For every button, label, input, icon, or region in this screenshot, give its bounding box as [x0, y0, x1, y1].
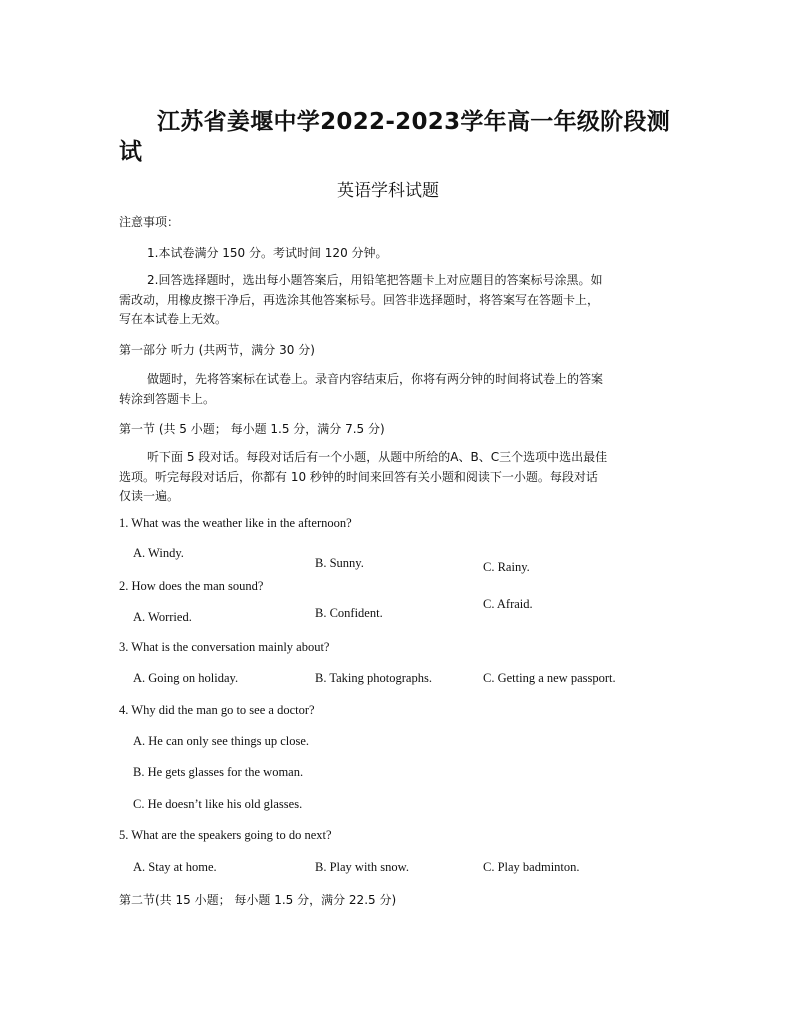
- question-4-option-a: A. He can only see things up close.: [133, 734, 310, 748]
- question-5-option-b: B. Play with snow.: [315, 860, 409, 874]
- section1-instructions: [119, 448, 679, 507]
- question-1-option-b: B. Sunny.: [315, 556, 364, 570]
- section1-instr-line1: 听下面 5 段对话。每段对话后有一个小题，从题中所给的A、B、C三个选项中选出最佳: [147, 450, 608, 464]
- question-2-option-a: A. Worried.: [133, 610, 192, 624]
- notes-item-2-line3: 写在本试卷上无效。: [119, 312, 228, 326]
- question-2-option-b: B. Confident.: [315, 606, 383, 620]
- notes-heading: 注意事项：: [119, 215, 180, 229]
- question-4-option-c: C. He doesn’t like his old glasses.: [133, 797, 303, 811]
- exam-title-line1: 江苏省姜堰中学2022-2023学年高一年级阶段测: [157, 109, 671, 135]
- part1-instr-line2: 转涂到答题卡上。: [119, 391, 216, 406]
- part1-instr-line1: 做题时，先将答案标在试卷上。录音内容结束后，你将有两分钟的时间将试卷上的答案: [147, 372, 604, 386]
- question-4-option-b: B. He gets glasses for the woman.: [133, 765, 304, 779]
- question-5-stem: 5. What are the speakers going to do next?: [119, 828, 332, 842]
- question-3-option-c: C. Getting a new passport.: [483, 671, 616, 685]
- section1-heading: 第一节 (共 5 小题； 每小题 1.5 分，满分 7.5 分): [119, 422, 385, 436]
- part1-heading: 第一部分 听力 (共两节，满分 30 分): [119, 343, 315, 357]
- exam-subtitle: 英语学科试题: [337, 181, 439, 201]
- question-5-option-c: C. Play badminton.: [483, 860, 580, 874]
- section1-instr-line3: 仅读一遍。: [119, 489, 180, 503]
- question-4-stem: 4. Why did the man go to see a doctor?: [119, 703, 315, 717]
- notes-item-2-line2: 需改动，用橡皮擦干净后，再选涂其他答案标号。回答非选择题时，将答案写在答题卡上，: [119, 292, 600, 307]
- question-5-option-a: A. Stay at home.: [133, 860, 217, 874]
- notes-item-1: 1.本试卷满分 150 分。考试时间 120 分钟。: [147, 246, 388, 260]
- exam-title-line2: 试: [119, 139, 143, 165]
- question-2-stem: 2. How does the man sound?: [119, 579, 264, 593]
- question-1-option-a: A. Windy.: [133, 546, 184, 560]
- question-3-option-a: A. Going on holiday.: [133, 671, 239, 685]
- section2-heading: 第二节(共 15 小题； 每小题 1.5 分，满分 22.5 分): [119, 893, 397, 907]
- question-1-option-c: C. Rainy.: [483, 560, 530, 574]
- section1-instr-line2: 选项。听完每段对话后，你都有 10 秒钟的时间来回答有关小题和阅读下一小题。每段对话: [119, 469, 598, 484]
- question-3-stem: 3. What is the conversation mainly about?: [119, 640, 330, 654]
- notes-item-2-line1: 2.回答选择题时，选出每小题答案后，用铅笔把答题卡上对应题目的答案标号涂黑。如: [147, 273, 603, 287]
- question-3-option-b: B. Taking photographs.: [315, 671, 432, 685]
- question-2-option-c: C. Afraid.: [483, 597, 533, 611]
- part1-instructions: [119, 370, 679, 409]
- question-1-stem: 1. What was the weather like in the afternoon?: [119, 516, 352, 530]
- notes-item-2: [119, 271, 679, 330]
